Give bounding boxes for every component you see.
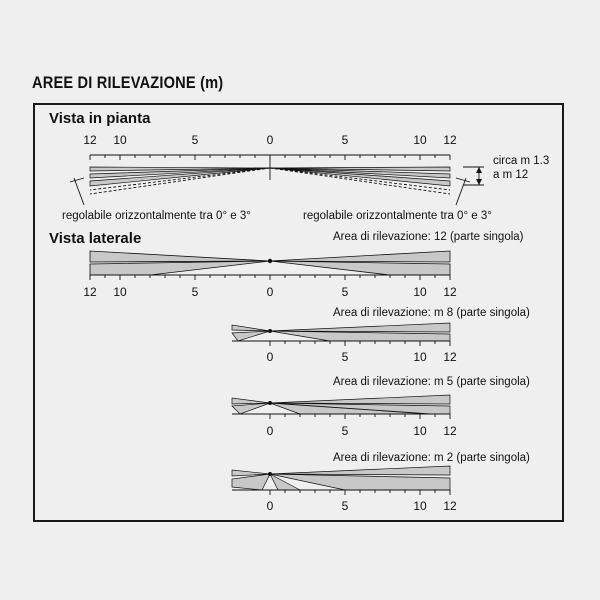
sub8-label-12: 12 [443,350,457,364]
plan-height-indicator [463,167,484,185]
side-main-ruler [90,275,450,280]
sub5-scale-labels [267,424,457,438]
sub5-label-0: 0 [266,424,274,438]
side-scale-label-5-right: 5 [341,285,349,299]
sub5-label-12: 12 [443,424,457,438]
plan-height-note-line1: circa m 1.3 [493,155,550,167]
sub8-label-0: 0 [266,350,274,364]
plan-scale-label-12-left: 12 [83,133,97,147]
sub8-caption: Area di rilevazione: m 8 (parte singola) [333,307,530,319]
plan-view-heading: Vista in pianta [49,110,151,127]
side-scale-label-12-left: 12 [83,285,97,299]
sub5-ruler [232,414,450,419]
side-scale-label-0: 0 [266,285,274,299]
side-scale-label-12-right: 12 [443,285,457,299]
plan-scale-labels [83,133,457,147]
side-scale-label-10-right: 10 [413,285,427,299]
plan-detection-beams [90,157,450,194]
sub8-scale-labels [267,350,457,364]
sub5-label-10: 10 [413,424,427,438]
plan-height-note-line2: a m 12 [493,169,529,181]
sub2-label-0: 0 [266,499,274,513]
sub8-label-10: 10 [413,350,427,364]
plan-scale-label-10-right: 10 [413,133,427,147]
plan-scale-label-5-left: 5 [191,133,199,147]
plan-scale-label-0: 0 [266,133,274,147]
sub2-scale-labels [267,499,457,513]
sub8-label-5: 5 [341,350,349,364]
plan-scale-label-12-right: 12 [443,133,457,147]
sub5-beams [232,395,450,414]
diagram-title: AREE DI RILEVAZIONE (m) [32,73,224,92]
sub2-caption: Area di rilevazione: m 2 (parte singola) [333,452,530,464]
sub8-ruler [232,341,450,346]
plan-scale-label-5-right: 5 [341,133,349,147]
plan-left-adjust-note: regolabile orizzontalmente tra 0° e 3° [62,210,251,222]
side-view-heading: Vista laterale [49,230,142,247]
sub2-label-12: 12 [443,499,457,513]
sub8-beams [232,323,450,341]
sub5-caption: Area di rilevazione: m 5 (parte singola) [333,376,530,388]
plan-right-adjust-note: regolabile orizzontalmente tra 0° e 3° [303,210,492,222]
side-main-scale-labels [83,285,457,299]
sub2-ruler [232,490,450,495]
sub2-label-10: 10 [413,499,427,513]
side-main-beams [90,251,450,275]
side-scale-label-10-left: 10 [113,285,127,299]
side-main-caption: Area di rilevazione: 12 (parte singola) [333,231,524,243]
sub2-label-5: 5 [341,499,349,513]
sub2-beams [232,466,450,490]
sub5-label-5: 5 [341,424,349,438]
plan-scale-label-10-left: 10 [113,133,127,147]
side-scale-label-5-left: 5 [191,285,199,299]
